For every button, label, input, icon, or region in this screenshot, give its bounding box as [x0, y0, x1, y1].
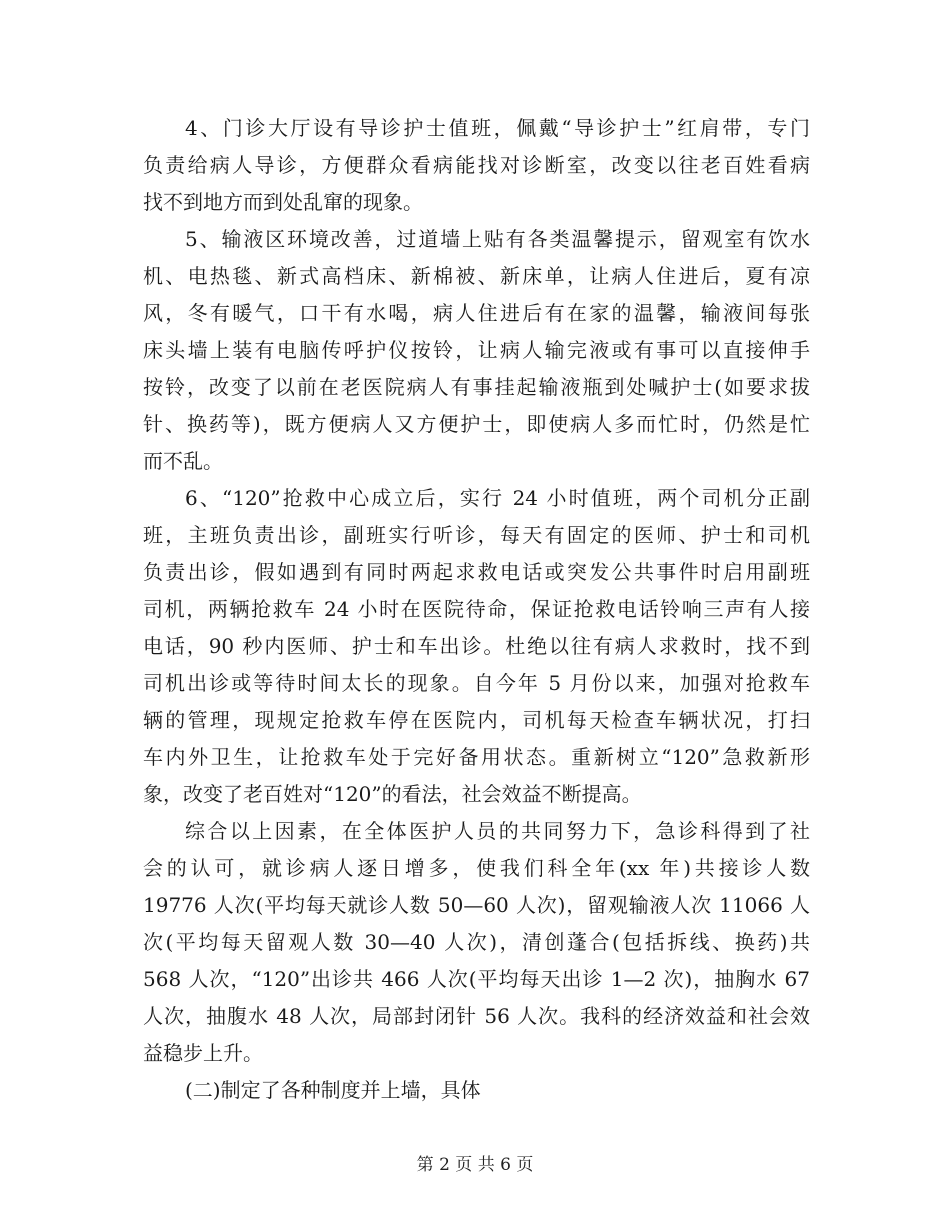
paragraph-item-4 [143, 110, 810, 221]
text-line: (二)制定了各种制度并上墙，具体 [185, 1078, 481, 1102]
text-line: 4、门诊大厅设有导诊护士值班，佩戴“导诊护士”红肩带，专门 [185, 116, 810, 140]
paragraph-section-heading [143, 1072, 810, 1109]
text-line: 会的认可，就诊病人逐日增多，使我们科全年(xx 年)共接诊人数 [143, 856, 810, 880]
text-line: 电话，90 秒内医师、护士和车出诊。杜绝以往有病人求救时，找不到 [143, 634, 810, 658]
text-line: 按铃，改变了以前在老医院病人有事挂起输液瓶到处喊护士(如要求拔 [143, 375, 810, 399]
paragraph-item-6 [143, 480, 810, 813]
text-line: 5、输液区环境改善，过道墙上贴有各类温馨提示，留观室有饮水 [185, 227, 810, 251]
text-line: 19776 人次(平均每天就诊人数 50—60 人次)，留观输液人次 11066 人 [143, 893, 810, 917]
text-line: 班，主班负责出诊，副班实行听诊，每天有固定的医师、护士和司机 [143, 523, 810, 547]
document-body [143, 110, 810, 1109]
text-line: 辆的管理，现规定抢救车停在医院内，司机每天检查车辆状况，打扫 [143, 708, 810, 732]
paragraph-item-5 [143, 221, 810, 480]
text-line: 负责给病人导诊，方便群众看病能找对诊断室，改变以往老百姓看病 [143, 153, 810, 177]
text-line: 针、换药等)，既方便病人又方便护士，即使病人多而忙时，仍然是忙 [143, 412, 810, 436]
text-line: 车内外卫生，让抢救车处于完好备用状态。重新树立“120”急救新形 [143, 745, 810, 769]
text-line: 风，冬有暖气，口干有水喝，病人住进后有在家的温馨，输液间每张 [143, 301, 810, 325]
text-line: 人次，抽腹水 48 人次，局部封闭针 56 人次。我科的经济效益和社会效 [143, 1004, 810, 1028]
text-line: 综合以上因素，在全体医护人员的共同努力下，急诊科得到了社 [185, 819, 810, 843]
text-line: 象，改变了老百姓对“120”的看法，社会效益不断提高。 [143, 782, 642, 806]
text-line: 次(平均每天留观人数 30—40 人次)，清创蓬合(包括拆线、换药)共 [143, 930, 810, 954]
text-line: 司机出诊或等待时间太长的现象。自今年 5 月份以来，加强对抢救车 [143, 671, 810, 695]
text-line: 床头墙上装有电脑传呼护仪按铃，让病人输完液或有事可以直接伸手 [143, 338, 810, 362]
text-line: 6、“120”抢救中心成立后，实行 24 小时值班，两个司机分正副 [185, 486, 810, 510]
paragraph-summary [143, 813, 810, 1072]
text-line: 司机，两辆抢救车 24 小时在医院待命，保证抢救电话铃响三声有人接 [143, 597, 810, 621]
text-line: 而不乱。 [143, 449, 223, 473]
page-footer: 第 2 页 共 6 页 [416, 1155, 534, 1175]
text-line: 负责出诊，假如遇到有同时两起求救电话或突发公共事件时启用副班 [143, 560, 810, 584]
text-line: 568 人次，“120”出诊共 466 人次(平均每天出诊 1—2 次)，抽胸水 67 [143, 967, 810, 991]
text-line: 找不到地方而到处乱窜的现象。 [143, 190, 423, 214]
text-line: 益稳步上升。 [143, 1041, 263, 1065]
text-line: 机、电热毯、新式高档床、新棉被、新床单，让病人住进后，夏有凉 [143, 264, 810, 288]
